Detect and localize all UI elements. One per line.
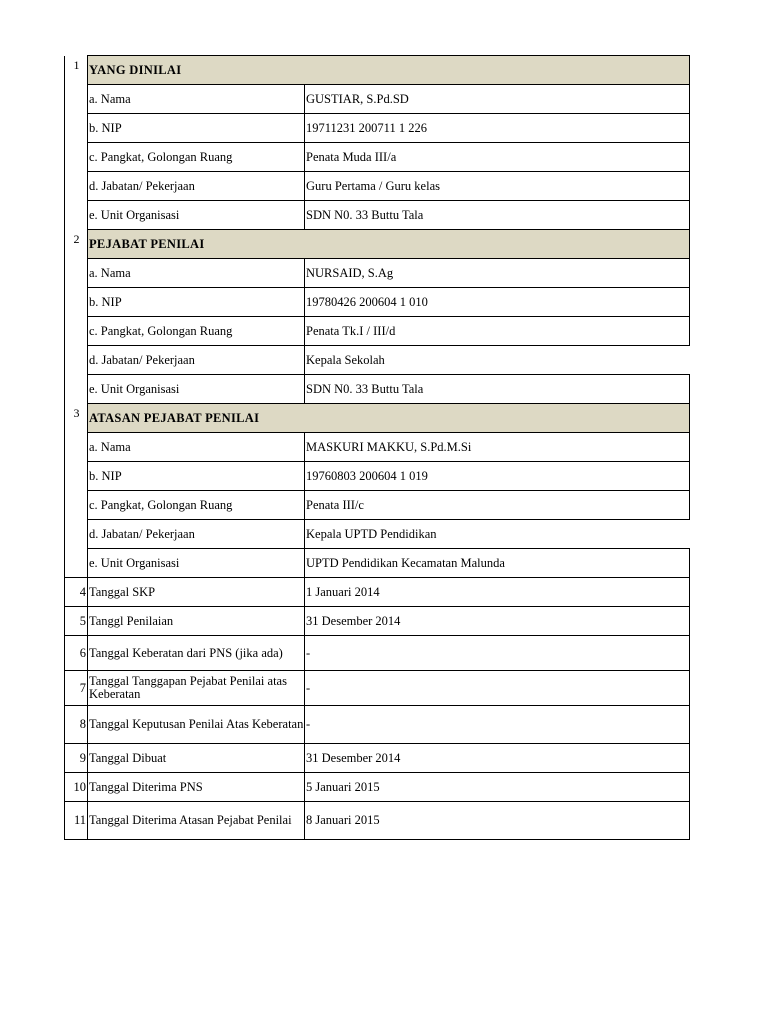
row-number: 4 bbox=[65, 578, 88, 607]
field-value: Penata Muda III/a bbox=[305, 143, 690, 172]
field-value: Kepala UPTD Pendidikan bbox=[305, 520, 690, 549]
field-value: 19780426 200604 1 010 bbox=[305, 288, 690, 317]
field-label: d. Jabatan/ Pekerjaan bbox=[88, 172, 305, 201]
date-row bbox=[65, 636, 690, 671]
date-row bbox=[65, 744, 690, 773]
date-label: Tanggal Diterima PNS bbox=[88, 773, 305, 802]
table-row bbox=[65, 433, 690, 462]
table-row bbox=[65, 346, 690, 375]
field-value: NURSAID, S.Ag bbox=[305, 259, 690, 288]
field-label: a. Nama bbox=[88, 259, 305, 288]
field-label: c. Pangkat, Golongan Ruang bbox=[88, 143, 305, 172]
date-value: 5 Januari 2015 bbox=[305, 773, 690, 802]
date-label: Tanggal SKP bbox=[88, 578, 305, 607]
section-title: ATASAN PEJABAT PENILAI bbox=[88, 404, 690, 433]
field-label: b. NIP bbox=[88, 462, 305, 491]
field-value: Penata III/c bbox=[305, 491, 690, 520]
date-label: Tanggal Diterima Atasan Pejabat Penilai bbox=[88, 802, 305, 840]
field-label: a. Nama bbox=[88, 433, 305, 462]
table-row bbox=[65, 549, 690, 578]
date-value: - bbox=[305, 636, 690, 671]
table-row bbox=[65, 85, 690, 114]
row-number: 11 bbox=[65, 802, 88, 840]
date-label: Tanggal Tanggapan Pejabat Penilai atas Keberatan bbox=[88, 671, 305, 706]
table-row bbox=[65, 114, 690, 143]
field-label: e. Unit Organisasi bbox=[88, 549, 305, 578]
date-label: Tanggal Keputusan Penilai Atas Keberatan bbox=[88, 706, 305, 744]
row-number: 7 bbox=[65, 671, 88, 706]
field-value: Penata Tk.I / III/d bbox=[305, 317, 690, 346]
field-value: MASKURI MAKKU, S.Pd.M.Si bbox=[305, 433, 690, 462]
row-number: 9 bbox=[65, 744, 88, 773]
field-value: SDN N0. 33 Buttu Tala bbox=[305, 201, 690, 230]
date-label: Tanggal Dibuat bbox=[88, 744, 305, 773]
row-number: 6 bbox=[65, 636, 88, 671]
date-row bbox=[65, 773, 690, 802]
table-row bbox=[65, 259, 690, 288]
date-row bbox=[65, 802, 690, 840]
section-number: 2 bbox=[65, 230, 88, 404]
date-value: - bbox=[305, 706, 690, 744]
field-value: Guru Pertama / Guru kelas bbox=[305, 172, 690, 201]
section-title: PEJABAT PENILAI bbox=[88, 230, 690, 259]
section-header-row bbox=[65, 56, 690, 85]
field-value: UPTD Pendidikan Kecamatan Malunda bbox=[305, 549, 690, 578]
table-row bbox=[65, 317, 690, 346]
field-label: a. Nama bbox=[88, 85, 305, 114]
date-value: - bbox=[305, 671, 690, 706]
field-value: SDN N0. 33 Buttu Tala bbox=[305, 375, 690, 404]
table-row bbox=[65, 288, 690, 317]
date-row bbox=[65, 607, 690, 636]
assessment-table bbox=[64, 55, 690, 840]
section-header-row bbox=[65, 404, 690, 433]
field-label: c. Pangkat, Golongan Ruang bbox=[88, 491, 305, 520]
field-label: d. Jabatan/ Pekerjaan bbox=[88, 520, 305, 549]
field-value: 19760803 200604 1 019 bbox=[305, 462, 690, 491]
row-number: 5 bbox=[65, 607, 88, 636]
section-number: 3 bbox=[65, 404, 88, 578]
row-number: 10 bbox=[65, 773, 88, 802]
field-label: c. Pangkat, Golongan Ruang bbox=[88, 317, 305, 346]
date-value: 1 Januari 2014 bbox=[305, 578, 690, 607]
table-row bbox=[65, 520, 690, 549]
table-row bbox=[65, 201, 690, 230]
field-label: d. Jabatan/ Pekerjaan bbox=[88, 346, 305, 375]
field-label: e. Unit Organisasi bbox=[88, 375, 305, 404]
table-row bbox=[65, 491, 690, 520]
field-value: 19711231 200711 1 226 bbox=[305, 114, 690, 143]
table-row bbox=[65, 172, 690, 201]
table-row bbox=[65, 143, 690, 172]
date-value: 31 Desember 2014 bbox=[305, 607, 690, 636]
row-number: 8 bbox=[65, 706, 88, 744]
field-label: e. Unit Organisasi bbox=[88, 201, 305, 230]
table-row bbox=[65, 462, 690, 491]
field-label: b. NIP bbox=[88, 114, 305, 143]
table-row bbox=[65, 375, 690, 404]
field-label: b. NIP bbox=[88, 288, 305, 317]
section-title: YANG DINILAI bbox=[88, 56, 690, 85]
date-row bbox=[65, 706, 690, 744]
field-value: Kepala Sekolah bbox=[305, 346, 690, 375]
date-value: 31 Desember 2014 bbox=[305, 744, 690, 773]
section-header-row bbox=[65, 230, 690, 259]
date-row bbox=[65, 578, 690, 607]
date-value: 8 Januari 2015 bbox=[305, 802, 690, 840]
date-label: Tanggal Keberatan dari PNS (jika ada) bbox=[88, 636, 305, 671]
date-row bbox=[65, 671, 690, 706]
date-label: Tanggl Penilaian bbox=[88, 607, 305, 636]
field-value: GUSTIAR, S.Pd.SD bbox=[305, 85, 690, 114]
section-number: 1 bbox=[65, 56, 88, 230]
